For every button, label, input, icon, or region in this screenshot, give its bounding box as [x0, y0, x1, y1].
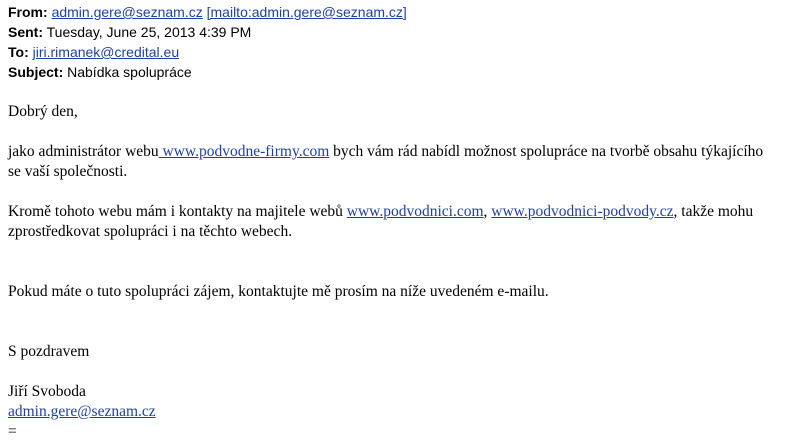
sent-row: [8, 22, 792, 42]
subject-label: Subject:: [8, 64, 64, 80]
subject-value: Nabídka spolupráce: [67, 64, 192, 80]
podvodnici-podvody-link[interactable]: www.podvodnici-podvody.cz: [491, 203, 674, 220]
subject-row: [8, 62, 792, 82]
paragraph-1-line-2: se vaší společnosti.: [8, 163, 128, 180]
email-headers: [8, 0, 792, 82]
paragraph-1-text-a: jako administrátor webu: [8, 143, 159, 160]
paragraph-2-text-b: , takže mohu: [673, 203, 754, 220]
sent-value: Tuesday, June 25, 2013 4:39 PM: [46, 24, 252, 40]
paragraph-2-separator: ,: [483, 203, 492, 220]
from-mailto-link[interactable]: [mailto:admin.gere@seznam.cz]: [206, 4, 407, 20]
signature-email-link[interactable]: admin.gere@seznam.cz: [8, 403, 156, 420]
from-email-link[interactable]: admin.gere@seznam.cz: [51, 4, 203, 20]
greeting: Dobrý den,: [8, 103, 78, 120]
closing: S pozdravem: [8, 343, 90, 360]
paragraph-2-line-2: zprostředkovat spolupráci i na těchto webech.: [8, 223, 293, 240]
podvodne-firmy-link[interactable]: www.podvodne-firmy.com: [158, 143, 330, 160]
to-email-link[interactable]: jiri.rimanek@credital.eu: [32, 44, 180, 60]
podvodnici-com-link[interactable]: www.podvodnici.com: [346, 203, 484, 220]
signature-name: Jiří Svoboda: [8, 383, 86, 400]
email-body: [8, 82, 792, 442]
paragraph-2-text-a: Kromě tohoto webu mám i kontakty na majitele webů: [8, 203, 347, 220]
paragraph-1-text-b: bych vám rád nabídl možnost spolupráce na tvorbě obsahu týkajícího: [329, 143, 764, 160]
from-label: From:: [8, 4, 48, 20]
to-label: To:: [8, 44, 29, 60]
paragraph-2: [8, 202, 792, 222]
paragraph-1: [8, 142, 792, 162]
to-row: [8, 42, 792, 62]
trailing-char: =: [8, 423, 17, 440]
email-message: [8, 0, 792, 442]
from-row: [8, 2, 792, 22]
sent-label: Sent:: [8, 24, 43, 40]
signature-email-line: [8, 402, 792, 422]
paragraph-3: Pokud máte o tuto spolupráci zájem, kontaktujte mě prosím na níže uvedeném e-mailu.: [8, 283, 549, 300]
